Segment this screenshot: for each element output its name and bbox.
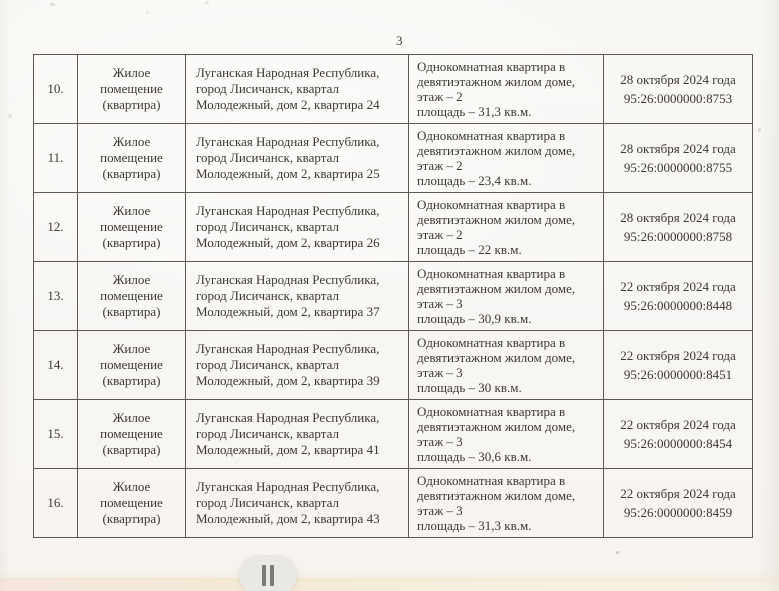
description-area: площадь – 22 кв.м. bbox=[417, 242, 522, 257]
row-number: 13. bbox=[47, 288, 64, 304]
description-main: Однокомнатная квартира в девятиэтажном жилом доме, bbox=[417, 266, 576, 296]
scan-edge-shade-right bbox=[757, 0, 779, 591]
description-main: Однокомнатная квартира в девятиэтажном жилом доме, bbox=[417, 59, 576, 89]
cadastral-number: 95:26:0000000:8758 bbox=[623, 229, 733, 244]
scan-artifact bbox=[758, 128, 761, 132]
property-type-cell bbox=[78, 469, 186, 538]
address-cell bbox=[186, 400, 409, 469]
description-area: площадь – 23,4 кв.м. bbox=[417, 173, 532, 188]
description-main: Однокомнатная квартира в девятиэтажном жилом доме, bbox=[417, 404, 576, 434]
description-cell bbox=[409, 55, 604, 124]
registration-date: 22 октября 2024 года bbox=[620, 278, 736, 294]
description-cell bbox=[409, 193, 604, 262]
registration-date: 22 октября 2024 года bbox=[620, 347, 736, 363]
address-cell bbox=[186, 55, 409, 124]
address-cell bbox=[186, 331, 409, 400]
scan-artifact bbox=[616, 551, 619, 554]
property-type-cell bbox=[78, 124, 186, 193]
property-type-cell bbox=[78, 331, 186, 400]
row-number-cell bbox=[34, 124, 78, 193]
date-cadastral-cell bbox=[604, 331, 753, 400]
description-cell bbox=[409, 400, 604, 469]
description-main: Однокомнатная квартира в девятиэтажном жилом доме, bbox=[417, 197, 576, 227]
description-area: площадь – 31,3 кв.м. bbox=[417, 518, 532, 533]
description-cell bbox=[409, 331, 604, 400]
address-cell bbox=[186, 469, 409, 538]
property-address: Луганская Народная Республика, город Лисичанск, квартал Молодежный, дом 2, квартира 25 bbox=[196, 134, 380, 181]
description-floor: этаж – 3 bbox=[417, 365, 463, 380]
page-number: 3 bbox=[396, 33, 403, 48]
scan-edge-shade-left bbox=[0, 0, 10, 591]
scan-bottom-tint bbox=[0, 578, 779, 591]
registration-date: 22 октября 2024 года bbox=[620, 485, 736, 501]
cadastral-number: 95:26:0000000:8459 bbox=[623, 505, 733, 520]
cadastral-number: 95:26:0000000:8755 bbox=[623, 160, 733, 175]
description-floor: этаж – 2 bbox=[417, 158, 463, 173]
row-number-cell bbox=[34, 55, 78, 124]
description-floor: этаж – 2 bbox=[417, 89, 463, 104]
cadastral-number: 95:26:0000000:8753 bbox=[623, 91, 733, 106]
date-cadastral-cell bbox=[604, 124, 753, 193]
property-address: Луганская Народная Республика, город Лисичанск, квартал Молодежный, дом 2, квартира 41 bbox=[196, 410, 380, 457]
description-main: Однокомнатная квартира в девятиэтажном жилом доме, bbox=[417, 335, 576, 365]
table-row bbox=[34, 124, 753, 193]
row-number: 11. bbox=[47, 150, 64, 166]
table-row bbox=[34, 55, 753, 124]
table-row bbox=[34, 193, 753, 262]
registration-date: 22 октября 2024 года bbox=[620, 416, 736, 432]
table-body bbox=[34, 55, 753, 538]
scan-artifact bbox=[205, 1, 209, 4]
row-number: 10. bbox=[47, 81, 64, 97]
property-address: Луганская Народная Республика, город Лисичанск, квартал Молодежный, дом 2, квартира 39 bbox=[196, 341, 380, 388]
date-cadastral-cell bbox=[604, 193, 753, 262]
description-area: площадь – 30 кв.м. bbox=[417, 380, 522, 395]
address-cell bbox=[186, 262, 409, 331]
row-number: 15. bbox=[47, 426, 64, 442]
table-row bbox=[34, 262, 753, 331]
pause-icon bbox=[262, 565, 274, 586]
property-type: Жилое помещение (квартира) bbox=[100, 341, 163, 388]
property-type: Жилое помещение (квартира) bbox=[100, 203, 163, 250]
scan-artifact bbox=[146, 11, 149, 14]
description-area: площадь – 31,3 кв.м. bbox=[417, 104, 532, 119]
property-registry-table bbox=[33, 54, 753, 538]
date-cadastral-cell bbox=[604, 262, 753, 331]
table-row bbox=[34, 331, 753, 400]
table-row bbox=[34, 469, 753, 538]
description-floor: этаж – 3 bbox=[417, 503, 463, 518]
date-cadastral-cell bbox=[604, 55, 753, 124]
scan-artifact bbox=[50, 2, 56, 7]
property-type: Жилое помещение (квартира) bbox=[100, 479, 163, 526]
property-type: Жилое помещение (квартира) bbox=[100, 134, 163, 181]
property-type: Жилое помещение (квартира) bbox=[100, 65, 163, 112]
property-type: Жилое помещение (квартира) bbox=[100, 272, 163, 319]
table-row bbox=[34, 400, 753, 469]
registration-date: 28 октября 2024 года bbox=[620, 71, 736, 87]
registration-date: 28 октября 2024 года bbox=[620, 140, 736, 156]
row-number: 16. bbox=[47, 495, 64, 511]
description-main: Однокомнатная квартира в девятиэтажном жилом доме, bbox=[417, 128, 576, 158]
row-number-cell bbox=[34, 193, 78, 262]
description-floor: этаж – 2 bbox=[417, 227, 463, 242]
registration-date: 28 октября 2024 года bbox=[620, 209, 736, 225]
row-number-cell bbox=[34, 262, 78, 331]
property-type-cell bbox=[78, 55, 186, 124]
cadastral-number: 95:26:0000000:8454 bbox=[623, 436, 733, 451]
property-type: Жилое помещение (квартира) bbox=[100, 410, 163, 457]
description-area: площадь – 30,9 кв.м. bbox=[417, 311, 532, 326]
row-number: 12. bbox=[47, 219, 64, 235]
property-address: Луганская Народная Республика, город Лисичанск, квартал Молодежный, дом 2, квартира 37 bbox=[196, 272, 380, 319]
property-type-cell bbox=[78, 400, 186, 469]
row-number-cell bbox=[34, 331, 78, 400]
date-cadastral-cell bbox=[604, 400, 753, 469]
description-area: площадь – 30,6 кв.м. bbox=[417, 449, 532, 464]
date-cadastral-cell bbox=[604, 469, 753, 538]
description-cell bbox=[409, 469, 604, 538]
description-floor: этаж – 3 bbox=[417, 434, 463, 449]
property-type-cell bbox=[78, 262, 186, 331]
address-cell bbox=[186, 193, 409, 262]
scan-artifact bbox=[8, 114, 12, 118]
cadastral-number: 95:26:0000000:8451 bbox=[623, 367, 733, 382]
property-address: Луганская Народная Республика, город Лисичанск, квартал Молодежный, дом 2, квартира 43 bbox=[196, 479, 380, 526]
description-cell bbox=[409, 262, 604, 331]
row-number: 14. bbox=[47, 357, 64, 373]
property-type-cell bbox=[78, 193, 186, 262]
pause-button[interactable] bbox=[239, 555, 297, 591]
address-cell bbox=[186, 124, 409, 193]
description-main: Однокомнатная квартира в девятиэтажном жилом доме, bbox=[417, 473, 576, 503]
description-cell bbox=[409, 124, 604, 193]
row-number-cell bbox=[34, 469, 78, 538]
row-number-cell bbox=[34, 400, 78, 469]
property-address: Луганская Народная Республика, город Лисичанск, квартал Молодежный, дом 2, квартира 24 bbox=[196, 65, 380, 112]
cadastral-number: 95:26:0000000:8448 bbox=[623, 298, 733, 313]
description-floor: этаж – 3 bbox=[417, 296, 463, 311]
property-address: Луганская Народная Республика, город Лисичанск, квартал Молодежный, дом 2, квартира 26 bbox=[196, 203, 380, 250]
